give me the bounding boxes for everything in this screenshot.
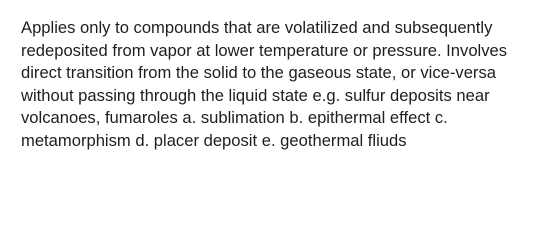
- question-text: Applies only to compounds that are volatilized and subsequently redeposited from vapor at lower temperature or pressure. Involves direct transition from the solid to the gaseous state, or vice-versa without passing through the liquid state e.g. sulfur deposits near volcanoes, fumaroles a. sublimation b. epithermal effect c. metamorphism d. placer deposit e. geothermal fliuds: [21, 18, 508, 150]
